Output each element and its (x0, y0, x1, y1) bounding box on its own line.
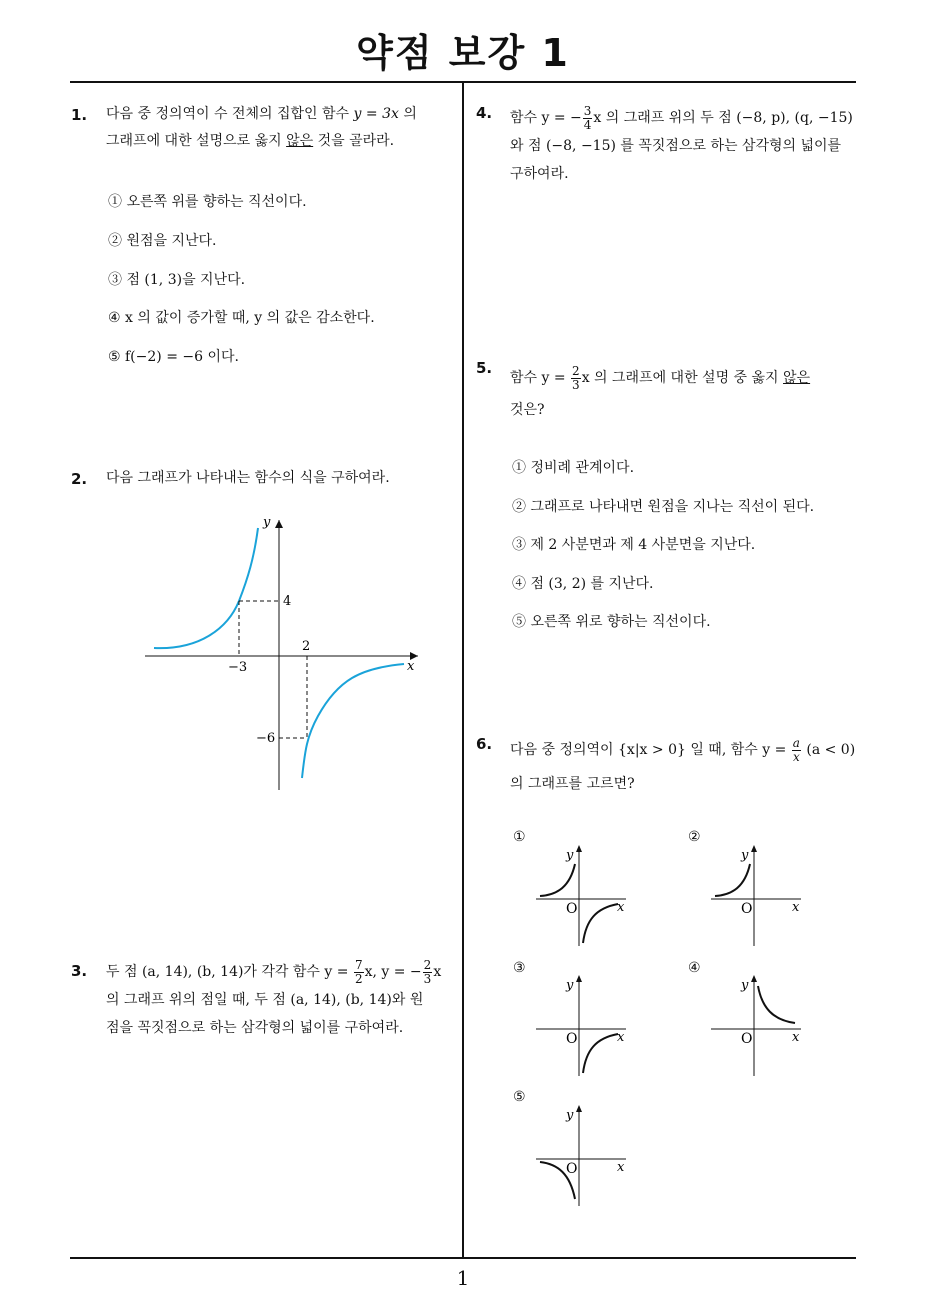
option-4: ④ x 의 값이 증가할 때, y 의 값은 감소한다. (108, 310, 375, 326)
text: (a < 0) (801, 742, 856, 758)
y-axis-arrow (576, 975, 582, 982)
text: x 의 그래프에 대한 설명 중 옳지 (581, 370, 784, 386)
bottom-rule (70, 1257, 856, 1259)
hyperbola-graph (140, 510, 430, 800)
curve (540, 864, 575, 896)
origin-label: O (566, 1031, 578, 1047)
axis-label: x (617, 1160, 625, 1175)
fraction: $\frac{2}{3}$ (572, 363, 580, 392)
option-5: ⑤ f(−2) = −6 이다. (108, 349, 239, 365)
choice-graph-4 (707, 972, 807, 1078)
axis-label: y (566, 1108, 574, 1123)
curve (715, 864, 750, 896)
option-3: ③ 제 2 사분면과 제 4 사분면을 지난다. (512, 537, 756, 553)
fraction: $\frac{a}{x}$ (792, 735, 800, 764)
text: 와 점 (−8, −15) 를 꼭짓점으로 하는 삼각형의 넓이를 (510, 138, 842, 154)
question-number: 3. (71, 962, 88, 980)
text: 함수 y = − (510, 110, 582, 126)
question-text (510, 733, 860, 801)
page-number: 1 (456, 1266, 470, 1290)
question-text (106, 101, 456, 155)
curve (758, 986, 795, 1023)
question-text: 다음 그래프가 나타내는 함수의 식을 구하여라. (106, 470, 390, 486)
axis-label: y (566, 848, 574, 863)
curve (583, 1034, 618, 1073)
y-axis-arrow (576, 1105, 582, 1112)
fraction: $\frac{7}{2}$ (354, 957, 363, 986)
y-axis-arrow (751, 845, 757, 852)
choice-label: ③ (513, 960, 526, 976)
option-5: ⑤ 오른쪽 위로 향하는 직선이다. (512, 614, 711, 630)
question-number: 1. (71, 106, 88, 124)
curve-upper-left (154, 528, 258, 648)
underlined-word: 않은 (286, 133, 314, 149)
choice-label: ⑤ (513, 1089, 526, 1105)
text: 그래프에 대한 설명으로 옳지 (106, 133, 287, 149)
axis-label: y (741, 978, 749, 993)
y-axis-arrow (576, 845, 582, 852)
page-title: 약점 보강 1 (356, 31, 570, 75)
question-number: 2. (71, 470, 88, 488)
text: x, y = − (364, 964, 422, 980)
text: 함수 y = (510, 370, 571, 386)
tick-label: 2 (302, 639, 311, 654)
option-1: ① 오른쪽 위를 향하는 직선이다. (108, 194, 307, 210)
question-text (510, 362, 860, 426)
question-text (106, 958, 456, 1042)
choice-graph-2 (707, 842, 807, 948)
tick-label: 4 (283, 594, 292, 609)
choice-graph-5 (532, 1102, 632, 1208)
option-1: ① 정비례 관계이다. (512, 460, 635, 476)
text: 다음 중 정의역이 수 전체의 집합인 함수 (106, 106, 354, 122)
choice-label: ② (688, 829, 701, 845)
origin-label: O (741, 901, 753, 917)
origin-label: O (566, 901, 578, 917)
text: 다음 중 정의역이 {x|x > 0} 일 때, 함수 y = (510, 742, 791, 758)
question-number: 4. (476, 104, 493, 122)
text: 의 그래프 위의 점일 때, 두 점 (a, 14), (b, 14)와 원 (106, 992, 424, 1008)
curve-lower-right (302, 664, 404, 778)
column-divider (462, 83, 464, 1258)
text: 것은? (510, 402, 545, 418)
curve (583, 904, 618, 943)
text: 구하여라. (510, 166, 569, 182)
origin-label: O (741, 1031, 753, 1047)
text: 의 (398, 106, 417, 122)
axis-label: x (617, 1030, 625, 1045)
x-axis-label: x (407, 659, 415, 674)
tick-label: −6 (256, 731, 276, 746)
option-2: ② 그래프로 나타내면 원점을 지나는 직선이 된다. (512, 499, 815, 515)
axis-label: x (792, 900, 800, 915)
question-number: 6. (476, 735, 493, 753)
text: x 의 그래프 위의 두 점 (−8, p), (q, −15) (593, 110, 853, 126)
option-2: ② 원점을 지난다. (108, 233, 217, 249)
y-axis-label: y (263, 515, 271, 530)
question-text (510, 104, 860, 188)
question-number: 5. (476, 359, 493, 377)
equation: y = 3x (353, 106, 399, 122)
axis-label: y (741, 848, 749, 863)
option-3: ③ 점 (1, 3)을 지난다. (108, 272, 246, 288)
axis-label: x (617, 900, 625, 915)
y-axis-arrow (751, 975, 757, 982)
text: 점을 꼭짓점으로 하는 삼각형의 넓이를 구하여라. (106, 1020, 404, 1036)
axis-label: y (566, 978, 574, 993)
choice-graph-3 (532, 972, 632, 1078)
tick-label: −3 (228, 660, 248, 675)
origin-label: O (566, 1161, 578, 1177)
y-axis-arrow (275, 520, 283, 528)
choice-label: ④ (688, 960, 701, 976)
choice-graph-1 (532, 842, 632, 948)
text: 두 점 (a, 14), (b, 14)가 각각 함수 y = (106, 964, 353, 980)
text: x (433, 964, 442, 980)
axis-label: x (792, 1030, 800, 1045)
fraction: $\frac{2}{3}$ (423, 957, 432, 986)
choice-label: ① (513, 829, 526, 845)
fraction: $\frac{3}{4}$ (583, 103, 592, 132)
option-4: ④ 점 (3, 2) 를 지난다. (512, 576, 654, 592)
text: 것을 골라라. (313, 133, 395, 149)
text: 의 그래프를 고르면? (510, 776, 635, 792)
underlined-word: 않은 (783, 370, 811, 386)
